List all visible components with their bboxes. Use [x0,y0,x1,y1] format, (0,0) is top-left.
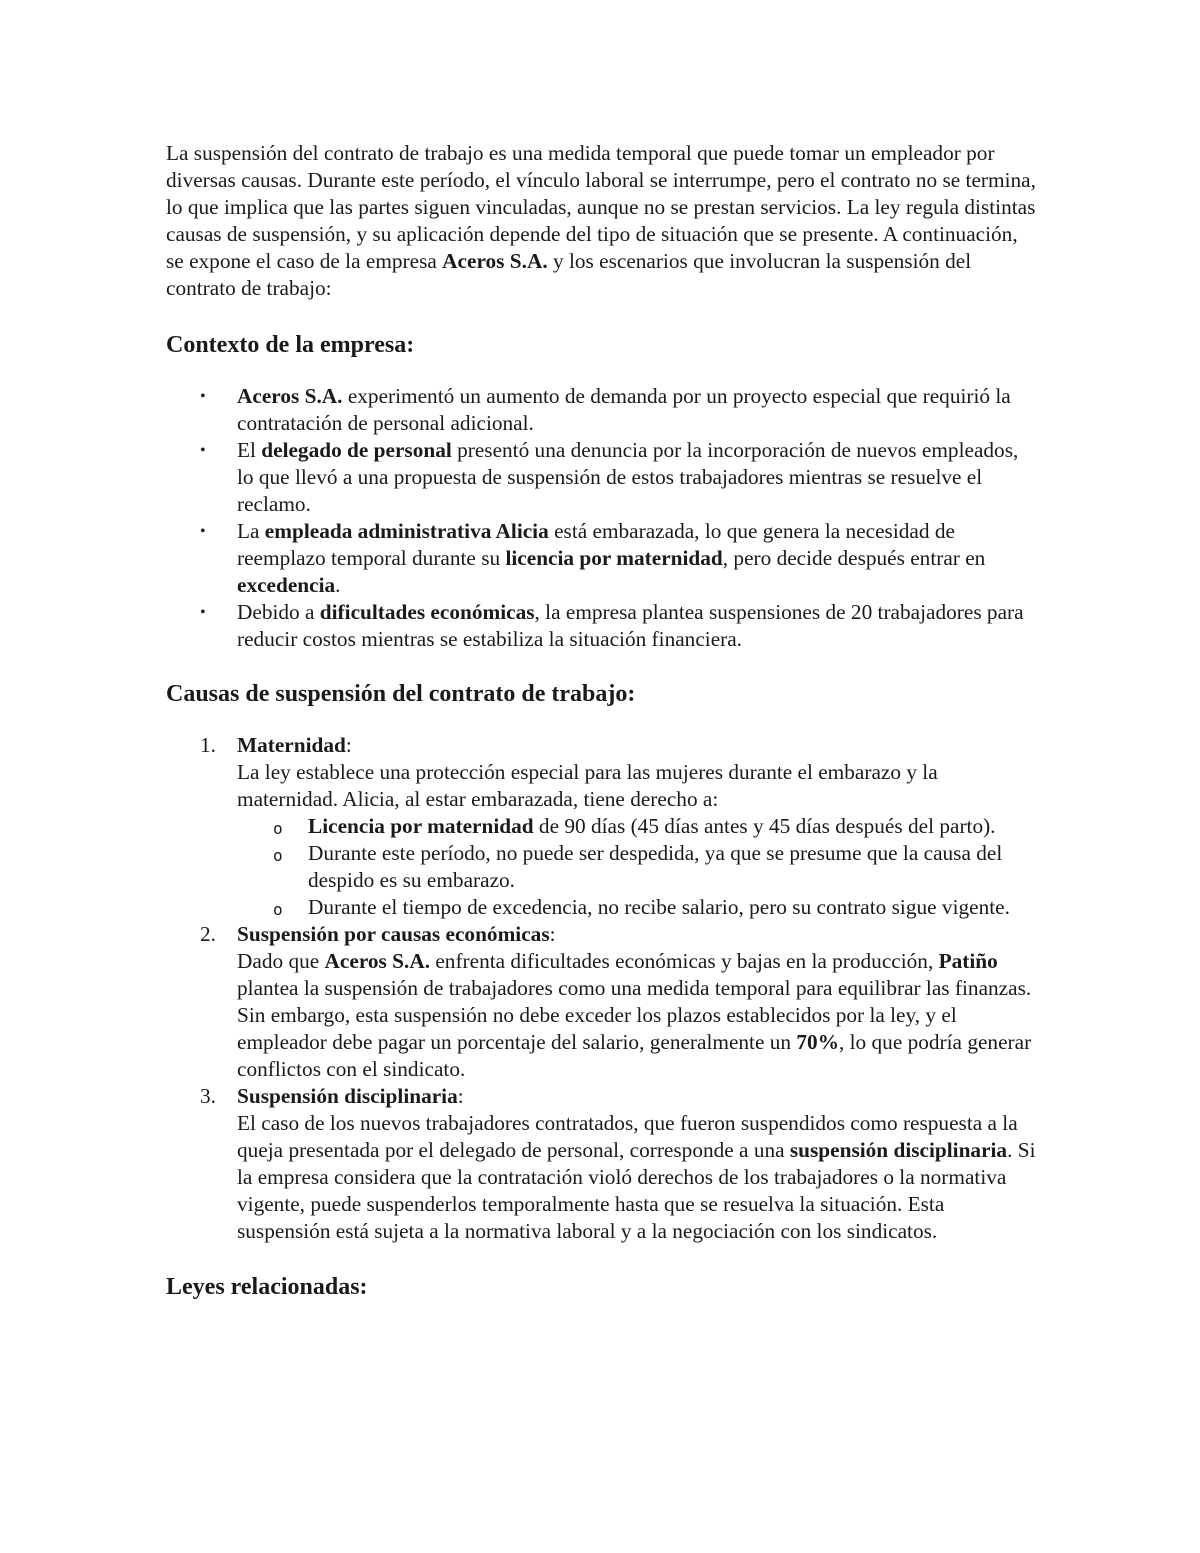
bullet-icon: • [200,388,206,405]
list-number: 2. [200,922,216,946]
bullet-icon: • [200,442,206,459]
circle-bullet-icon: o [273,846,283,865]
list-item: • La empleada administrativa Alicia está embarazada, lo que genera la necesidad de reemplazo temporal durante su licencia por maternidad, pero decide después entrar en excedencia. [200,519,986,597]
sub-list-item: o Durante este período, no puede ser despedida, ya que se presume que la causa del despido es su embarazo. [273,841,1003,892]
list-number: 1. [200,733,216,757]
causas-list [166,732,1036,1245]
list-item: • El delegado de personal presentó una denuncia por la incorporación de nuevos empleados, lo que llevó a una propuesta de suspensión de estos trabajadores mientras se resuelve el reclamo. [200,438,1019,516]
cause-body: Dado que Aceros S.A. enfrenta dificultades económicas y bajas en la producción, Patiño plantea la suspensión de trabajadores como una medida temporal para equilibrar las finanzas. Sin embargo, esta suspensión no debe exceder los plazos establecidos por la ley, y el empleador debe pagar un porcentaje del salario, generalmente un 70%, lo que podría generar conflictos con el sindicato. [237,949,1032,1081]
intro-paragraph: La suspensión del contrato de trabajo es una medida temporal que puede tomar un empleador por diversas causas. Durante este período, el vínculo laboral se interrumpe, pero el contrato no se termina, lo que implica que las partes siguen vinculadas, aunque no se prestan servicios. La ley regula distintas causas de suspensión, y su aplicación depende del tipo de situación que se presente. A continuación, se expone el caso de la empresa Aceros S.A. y los escenarios que involucran la suspensión del contrato de trabajo: [166,141,1036,300]
heading-contexto: Contexto de la empresa: [166,332,415,358]
cause-title: Suspensión disciplinaria: [237,1084,464,1108]
list-item: • Aceros S.A. experimentó un aumento de demanda por un proyecto especial que requirió la contratación de personal adicional. [200,384,1011,435]
cause-item-disciplinaria [166,1083,1036,1245]
sub-list-item: o Licencia por maternidad de 90 días (45 días antes y 45 días después del parto). [237,813,1036,840]
bullet-icon: • [200,604,206,621]
document-page [166,140,1036,1302]
list-number: 3. [200,1084,216,1108]
cause-item-economicas [166,921,1036,1083]
contexto-list [166,383,1036,653]
heading-causas: Causas de suspensión del contrato de trabajo: [166,681,636,707]
heading-leyes: Leyes relacionadas: [166,1274,368,1300]
cause-item-maternidad [166,732,1036,921]
intro-company-name: Aceros S.A. [442,249,548,273]
bullet-icon: • [200,523,206,540]
cause-body: El caso de los nuevos trabajadores contratados, que fueron suspendidos como respuesta a la queja presentada por el delegado de personal, corresponde a una suspensión disciplinaria. Si la empresa considera que la contratación violó derechos de los trabajadores o la normativa vigente, puede suspenderlos temporalmente hasta que se resuelva la situación. Esta suspensión está sujeta a la normativa laboral y a la negociación con los sindicatos. [237,1111,1036,1243]
circle-bullet-icon: o [273,900,283,919]
cause-body: La ley establece una protección especial para las mujeres durante el embarazo y la maternidad. Alicia, al estar embarazada, tiene derecho a: [237,760,938,811]
list-item: • Debido a dificultades económicas, la empresa plantea suspensiones de 20 trabajadores para reducir costos mientras se estabiliza la situación financiera. [200,600,1024,651]
cause-title: Suspensión por causas económicas: [237,922,556,946]
sub-list-item: o Durante el tiempo de excedencia, no recibe salario, pero su contrato sigue vigente. [237,894,1036,921]
maternidad-sublist [237,813,1036,921]
circle-bullet-icon: o [273,819,283,838]
cause-title: Maternidad: [237,733,352,757]
